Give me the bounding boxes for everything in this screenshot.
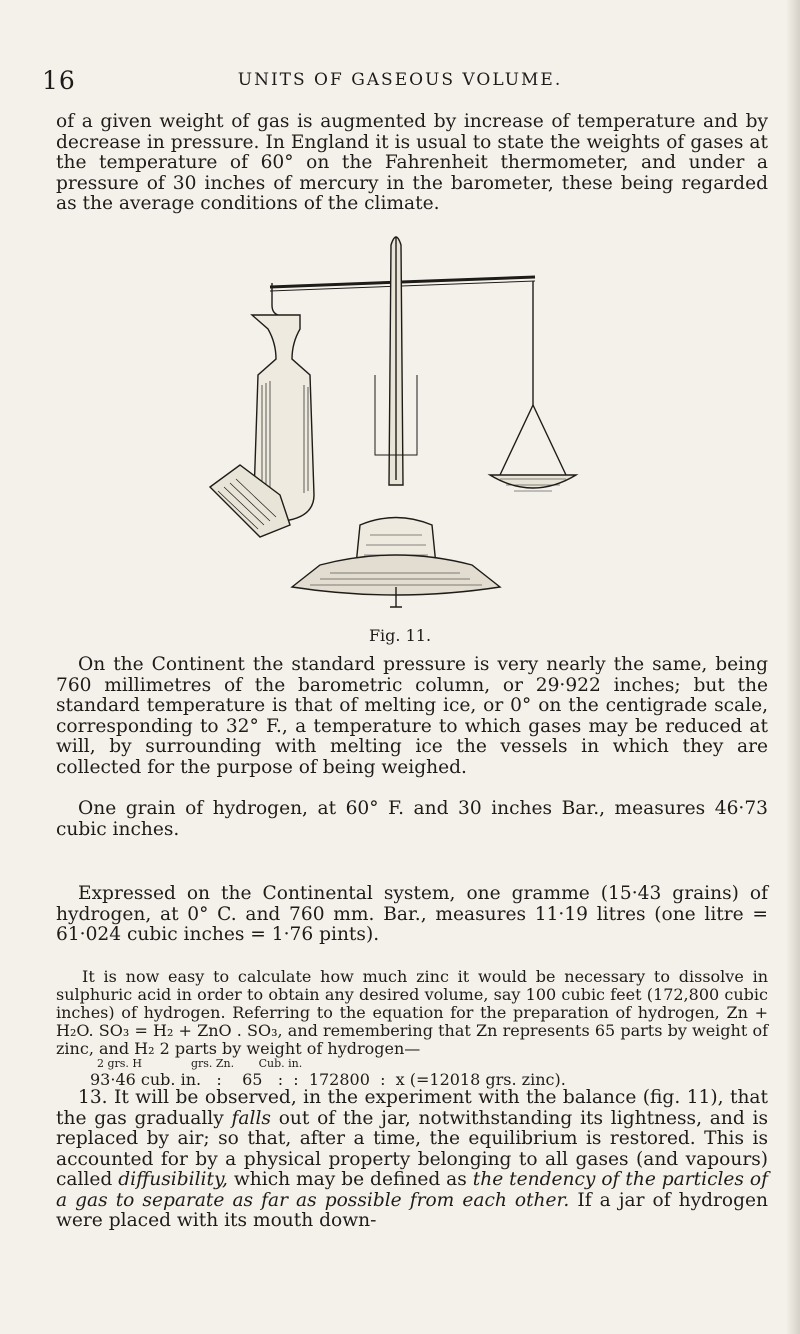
calculation-units: 2 grs. H grs. Zn. Cub. in. <box>90 1057 303 1070</box>
page-header <box>0 66 800 96</box>
paragraph-continent-standard: On the Continent the standard pressure is very nearly the same, being 760 millimetres of the barometric column, or 29·922 inches; but the standard temperature is that of melting ice, or 0° on the centigrade scale, corresponding to 32° F., a temperature to which gases may be reduced at will, by surrounding with melting ice the vessels in which they are collected for the purpose of being weighed. <box>56 654 768 778</box>
paragraph-continental-system: Expressed on the Continental system, one gramme (15·43 grains) of hydrogen, at 0° C. and 760 mm. Bar., measures 11·19 litres (one litre = 61·024 cubic inches = 1·76 pints). <box>56 883 768 945</box>
diffusion-text-b: out of the jar, notwithstanding its lightness, and is replaced by air; so that, after a time, the equilibrium is restored. This is accounted for by a physical property belonging to all gases (and vapours) called <box>56 1107 768 1190</box>
diffusion-text-d: If a jar of hydrogen were placed with its mouth down- <box>56 1189 768 1231</box>
paragraph-intro: of a given weight of gas is augmented by increase of temperature and by decrease in pressure. In England it is usual to state the weights of gases at the temperature of 60° on the Fahrenheit thermometer, and under a pressure of 30 inches of mercury in the barometer, these being regarded as the average conditions of the climate. <box>56 111 768 214</box>
proportion-calculation <box>90 1058 690 1090</box>
figure-caption: Fig. 11. <box>368 626 432 645</box>
paragraph-zinc-calculation: It is now easy to calculate how much zinc it would be necessary to dissolve in sulphuric acid in order to obtain any desired volume, say 100 cubic feet (172,800 cubic inches) of hydrogen. Referring to the equation for the preparation of hydrogen, Zn + H₂O. SO₃ = H₂ + ZnO . SO₃, and remembering that Zn represents 65 parts by weight of zinc, and H₂ 2 parts by weight of hydrogen— <box>56 967 768 1058</box>
page-number: 16 <box>42 66 76 95</box>
diffusion-italic-falls: falls <box>231 1107 271 1129</box>
calculation-values: 93·46 cub. in. : 65 : : 172800 : x (=12018 grs. zinc). <box>90 1070 566 1089</box>
diffusion-text-c: which may be defined as <box>227 1169 473 1190</box>
diffusion-italic-term: diffusibility, <box>118 1169 228 1190</box>
page-edge <box>786 0 800 1334</box>
paragraph-diffusibility <box>56 1088 768 1232</box>
running-head: UNITS OF GASEOUS VOLUME. <box>237 70 563 90</box>
balance-illustration <box>200 225 600 610</box>
paragraph-hydrogen-grain: One grain of hydrogen, at 60° F. and 30 inches Bar., measures 46·73 cubic inches. <box>56 798 768 840</box>
diffusion-italic-definition: the tendency of the particles of a gas to separate as far as possible from each other. <box>56 1169 768 1211</box>
diffusion-text-a: 13. It will be observed, in the experiment with the balance (fig. 11), that the gas gradually <box>56 1087 768 1129</box>
